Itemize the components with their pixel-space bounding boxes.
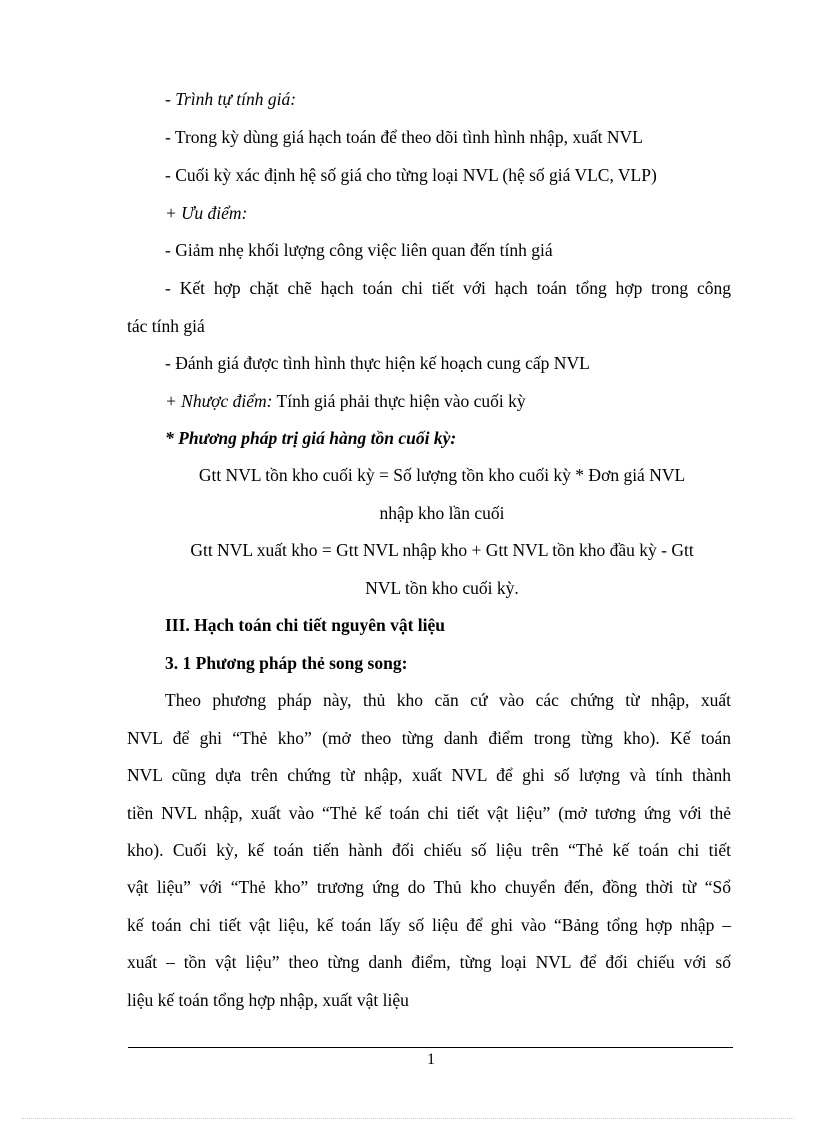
page-edge-dotted-line <box>22 1118 794 1119</box>
formula-line-3: Gtt NVL xuất kho = Gtt NVL nhập kho + Gtt NVL tồn kho đầu kỳ - Gtt <box>190 540 694 560</box>
paragraph-line-3: NVL cũng dựa trên chứng từ nhập, xuất NVL để ghi số lượng và tính thành <box>127 765 731 785</box>
dash-text: - <box>165 89 176 109</box>
line-ket-hop: - Kết hợp chặt chẽ hạch toán chi tiết với hạch toán tổng hợp trong công <box>165 278 731 298</box>
formula-line-4: NVL tồn kho cuối kỳ. <box>365 578 519 598</box>
subsection-heading: 3. 1 Phương pháp thẻ song song: <box>165 653 408 673</box>
line-phuong-phap-tri-gia: * Phương pháp trị giá hàng tồn cuối kỳ: <box>165 428 457 448</box>
paragraph-line-5: kho). Cuối kỳ, kế toán tiến hành đối chiếu số liệu trên “Thẻ kế toán chi tiết <box>127 840 731 860</box>
formula-line-2: nhập kho lần cuối <box>379 503 505 523</box>
line-tac-tinh-gia: tác tính giá <box>127 316 205 336</box>
footer-rule <box>128 1047 733 1048</box>
page-number: 1 <box>427 1051 435 1068</box>
line-giam-nhe: - Giảm nhẹ khối lượng công việc liên quan đến tính giá <box>165 240 553 260</box>
paragraph-line-9: liệu kế toán tổng hợp nhập, xuất vật liệu <box>127 990 409 1010</box>
section-heading: III. Hạch toán chi tiết nguyên vật liệu <box>165 615 446 635</box>
plain-text: Tính giá phải thực hiện vào cuối kỳ <box>272 391 526 411</box>
line-danh-gia: - Đánh giá được tình hình thực hiện kế hoạch cung cấp NVL <box>165 353 590 373</box>
paragraph-line-8: xuất – tồn vật liệu” theo từng danh điểm, từng loại NVL để đối chiếu với số <box>127 952 731 972</box>
italic-label: + Nhược điểm: <box>165 391 273 411</box>
paragraph-line-1: Theo phương pháp này, thủ kho căn cứ vào các chứng từ nhập, xuất <box>165 690 731 710</box>
line-uu-diem: + Ưu điểm: <box>165 203 248 223</box>
paragraph-line-7: kế toán chi tiết vật liệu, kế toán lấy số liệu để ghi vào “Bảng tổng hợp nhập – <box>127 915 731 935</box>
formula-line-1: Gtt NVL tồn kho cuối kỳ = Số lượng tồn kho cuối kỳ * Đơn giá NVL <box>198 465 686 485</box>
paragraph-line-6: vật liệu” với “Thẻ kho” trương ứng do Thủ kho chuyển đến, đồng thời từ “Sổ <box>127 877 731 897</box>
line-cuoi-ky: - Cuối kỳ xác định hệ số giá cho từng loại NVL (hệ số giá VLC, VLP) <box>165 165 657 185</box>
paragraph-line-4: tiền NVL nhập, xuất vào “Thẻ kế toán chi tiết vật liệu” (mở tương ứng với thẻ <box>127 803 731 823</box>
line-nhuoc-diem <box>165 390 526 412</box>
italic-heading: Trình tự tính giá: <box>175 89 297 109</box>
line-trinh-tu-tinh-gia <box>165 88 296 110</box>
paragraph-line-2: NVL để ghi “Thẻ kho” (mở theo từng danh điểm trong từng kho). Kế toán <box>127 728 731 748</box>
line-trong-ky: - Trong kỳ dùng giá hạch toán để theo dõi tình hình nhập, xuất NVL <box>165 127 643 147</box>
